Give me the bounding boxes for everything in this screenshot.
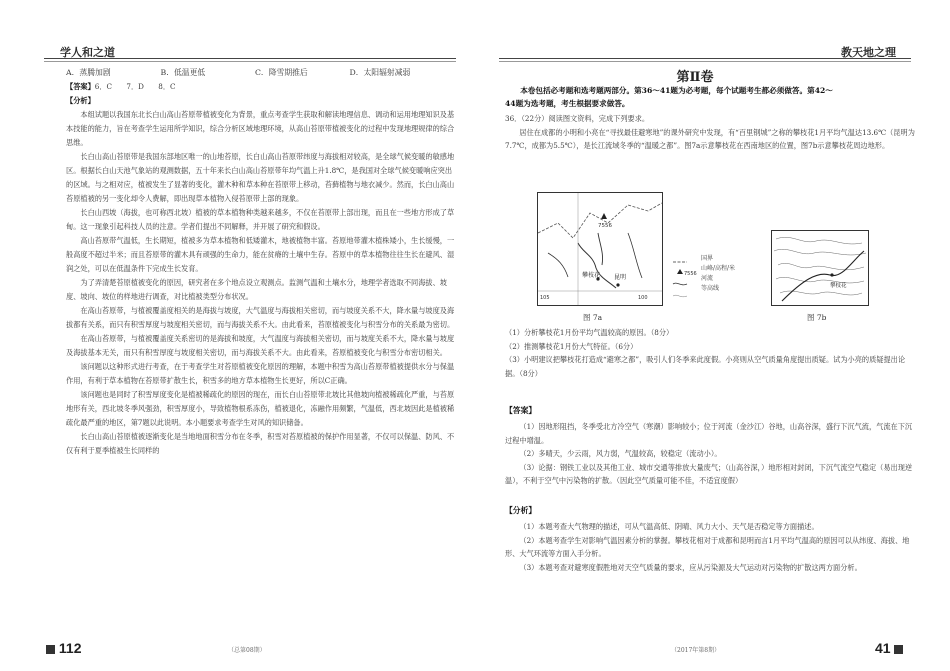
map-7a-svg bbox=[538, 193, 662, 305]
peak-legend-icon bbox=[677, 269, 683, 274]
longitude-label: 105 bbox=[540, 295, 550, 301]
analysis-item: （3）本题考查对避寒度假胜地对天空气质量的要求，应从污染源及大气运动对污染物的扩散这两方面分析。 bbox=[519, 562, 862, 572]
river-line bbox=[598, 233, 603, 265]
left-page-number-text: 112 bbox=[58, 640, 82, 656]
option-d: D．太阳辐射减弱 bbox=[349, 68, 411, 77]
answer-item: （2）多晴天，少云雨，风力弱，气温较高，较稳定（流动小）。 bbox=[519, 449, 722, 458]
legend-peak-label: 山峰/高程/米 bbox=[701, 265, 736, 272]
right-page bbox=[475, 0, 950, 671]
analysis-paragraph: 本组试题以我国东北长白山高山苔原带植被变化为背景，重点考查学生获取和解读地理信息、调动和运用地理知识及基本技能的能力，旨在考查学生运用所学知识，综合分析区域地理环境，从高山苔原带植被变化的过程中发现地理规律的综合思维。 bbox=[66, 110, 455, 147]
answer-list bbox=[505, 420, 915, 488]
contour-line bbox=[776, 237, 862, 244]
section-title: 第Ⅱ卷 bbox=[676, 70, 714, 85]
question-list bbox=[505, 326, 915, 380]
peak-label: 7556 bbox=[598, 223, 612, 229]
analysis-list bbox=[505, 520, 915, 574]
analysis-paragraph: 在高山苔原带，与植被覆盖度关系密切的是海拔和坡度，大气温度与海拔相关密切，而与坡度关系不大，降水量与坡度及海拔基本无关，而只有积雪厚度与坡度相关密切，而与海拔关系不大。由此看来，苔原植被变化与积雪分布密切相关。 bbox=[66, 334, 455, 357]
left-page-number bbox=[46, 640, 81, 656]
answer-item: （3）论据：钢铁工业以及其他工业、城市交通等排放大量废气；（山高谷深，）地形相对封闭，下沉气流空气稳定（易出现逆温），不利于空气中污染物的扩散。（因此空气质量可能不佳，不适宜度假） bbox=[505, 462, 913, 485]
legend-border-label: 国界 bbox=[701, 255, 714, 262]
question-36-head: 36．（22分）阅读图文资料，完成下列要求。 bbox=[505, 114, 650, 123]
answer-label: 【答案】 bbox=[505, 406, 537, 415]
left-header-title: 学人和之道 bbox=[60, 46, 115, 59]
right-page-number-text: 41 bbox=[875, 640, 891, 656]
right-header-rule bbox=[499, 58, 911, 59]
analysis-label: 【分析】 bbox=[66, 96, 95, 105]
map-7b-svg bbox=[772, 231, 868, 305]
question-item: （1）分析攀枝花1月份平均气温较高的原因。（8分） bbox=[505, 328, 674, 337]
analysis-paragraph: 在高山苔原带，与植被覆盖度相关的是海拔与坡度，大气温度与海拔相关密切，而与坡度关系不大，降水量与坡度及海拔都有关系，而只有积雪厚度与坡度相关密切，而与海拔关系不大。由此看来，苔原植被变化与积雪分布的关系最为密切。 bbox=[66, 306, 455, 329]
longitude-label: 100 bbox=[638, 295, 648, 301]
panzhihua-label: 攀枝花 bbox=[830, 283, 847, 289]
analysis-label: 【分析】 bbox=[505, 506, 537, 515]
figure-7a-map bbox=[537, 192, 663, 306]
analysis-paragraph: 长白山西坡（海拔，也可称西北坡）植被的草本植物种类越来越多，不仅在苔原带上部出现，而且在一些地方形成了草甸。这一现象引起科技人员的注意。学者们提出不同解释，并开展了研究和假设。 bbox=[66, 208, 455, 231]
left-footer-note: （总第08期） bbox=[228, 647, 266, 654]
analysis-paragraph: 高山苔原带气温低，生长期短，植被多为草本植物和低矮灌木，地被植物丰富。苔原地带灌木植株矮小，生长缓慢，一般高度不超过半米；而且苔原带的灌木具有顽强的生命力，能在贫瘠的土壤中生存。苔原中的草本植物往往生长在避风、湿润之处，可以在低温条件下完成生长发育。 bbox=[66, 236, 455, 273]
contour-line bbox=[774, 249, 866, 255]
option-c: C．降雪期推后 bbox=[254, 68, 308, 77]
answer-label: 【答案】 bbox=[66, 82, 95, 91]
contour-legend-symbol bbox=[673, 295, 687, 297]
answer-item: （1）因地形阻挡，冬季受北方冷空气（寒潮）影响较小；位于河流（金沙江）谷地，山高谷深，盛行下沉气流，气流在下沉过程中增温。 bbox=[505, 422, 913, 445]
figure-7b-map bbox=[771, 230, 869, 306]
intro-line: 44题为选考题，考生根据要求做答。 bbox=[505, 99, 630, 108]
analysis-paragraph: 为了弄清楚苔原植被变化的原因，研究者在多个地点设立观测点。监测气温和土壤水分，地理学者选取不同海拔、坡度、坡向、坡位的样地进行调查，对比植被类型分布状况。 bbox=[66, 278, 447, 301]
question-item: （2）推测攀枝花1月份大气特征。（6分） bbox=[505, 341, 638, 351]
right-header-rule-thin bbox=[499, 61, 911, 62]
analysis-paragraph: 该问题也是同时了积雪厚度变化是植被稀疏化的原因的现在，而长白山苔原带北坡比其他坡向植被稀疏化严重，与苔原地形有关，西北坡冬季风强劲，积雪厚度小，导致植物根系冻伤，植被退化，冻融作用频繁，气温低，西北坡因此是植被稀疏化最严重的地区，第7题以此说明。本小题要求考查学生对风的知识储备。 bbox=[66, 390, 455, 427]
right-footer-note: （2017年第8期） bbox=[671, 647, 721, 654]
section-intro bbox=[505, 84, 915, 110]
legend-river-label: 河流 bbox=[701, 275, 714, 282]
analysis-paragraph: 长白山高山苔原带是我国东部地区唯一的山地苔原，长白山高山苔原带纬度与海拔相对较高，是全球气候变暖的敏感地区。根据长白山天池气象站的观测数据，五十年来长白山高山苔原带年均气温上升1.8℃，是我国对全球气候变暖响应突出的区域。与之相对应，植被发生了显著的变化，灌木种和草本种在苔原带上移动，苔藓植物与地衣减少。然而，长白山高山苔原植被的另一变化却令人费解，即出现草本植物入侵苔原带上部的现象。 bbox=[66, 152, 455, 203]
river-line bbox=[578, 243, 616, 288]
analysis-paragraph: 该问题以这种形式进行考查，在于考查学生对苔原植被变化原因的理解，本题中积雪为高山苔原带植被提供水分与保温作用，有利于草本植物在苔原带扩散生长，积雪多的地方草本植物生长更好，所以C正确。 bbox=[66, 362, 455, 385]
left-header-rule-thin bbox=[44, 61, 456, 62]
right-page-number bbox=[875, 640, 903, 656]
question-36-body bbox=[505, 126, 915, 152]
question-36-text: 居住在成都的小明和小亮在“寻找最佳避寒地”的课外研究中发现，有“百里钢城”之称的攀枝花1月平均气温达13.6℃（昆明为7.7℃，成都为5.5℃），是长江流域冬季的“温暖之都”。图7a示意攀枝花在西南地区的位置，图7b示意攀枝花周边地形。 bbox=[505, 128, 915, 150]
legend-peak-value: 7556 bbox=[684, 271, 697, 277]
analysis-item: （1）本题考查大气物理的描述，可从气温高低、阴晴、风力大小、天气是否稳定等方面描述。 bbox=[519, 522, 819, 531]
kunming-label: 昆明 bbox=[614, 274, 627, 281]
analysis-item: （2）本题考查学生对影响气温因素分析的掌握。攀枝花相对于成都和昆明而言1月平均气温高的原因可以从纬度、海拔、地形、大气环流等方面入手分析。 bbox=[505, 535, 910, 558]
river-line bbox=[548, 253, 568, 277]
question-item: （3）小明建议把攀枝花打造成“避寒之都”，吸引人们冬季来此度假。小亮则从空气质量角度提出质疑。试为小亮的质疑提出论据。（8分） bbox=[505, 355, 906, 378]
left-header-rule bbox=[44, 58, 456, 59]
legend-contour-label: 等高线 bbox=[701, 285, 720, 292]
option-b: B．低温更低 bbox=[160, 68, 206, 77]
analysis-body bbox=[66, 108, 456, 638]
answer-line bbox=[66, 80, 456, 94]
river-line bbox=[782, 251, 864, 301]
page-marker-icon bbox=[46, 645, 55, 654]
answer-options bbox=[66, 66, 456, 80]
border-line bbox=[538, 203, 662, 238]
answer-text: 6．C 7．D 8．C bbox=[94, 82, 176, 91]
contour-line bbox=[776, 277, 864, 283]
right-header-title: 教天地之理 bbox=[841, 46, 896, 59]
intro-line: 本卷包括必考题和选考题两部分。第36～41题为必考题，每个试题考生都必须做答。第42～ bbox=[520, 86, 833, 95]
panzhihua-dot bbox=[830, 273, 833, 276]
figure-7b-caption: 图 7b bbox=[807, 313, 827, 322]
panzhihua-label: 攀枝花 bbox=[582, 272, 601, 279]
legend-labels bbox=[701, 254, 735, 294]
river-line bbox=[628, 233, 642, 278]
river-legend-symbol bbox=[673, 283, 687, 285]
peak-icon bbox=[601, 213, 607, 219]
option-a: A．蒸腾加剧 bbox=[66, 68, 111, 77]
analysis-paragraph: 长白山高山苔原植被逐渐变化是当地地面积雪分布在冬季，积雪对苔原植被的保护作用显著，不仅可以保温、防风、不仅有利于夏季植被生长同样的 bbox=[66, 432, 455, 455]
page-marker-icon bbox=[894, 645, 903, 654]
figure-7a-caption: 图 7a bbox=[583, 313, 603, 322]
kunming-dot bbox=[616, 283, 619, 286]
